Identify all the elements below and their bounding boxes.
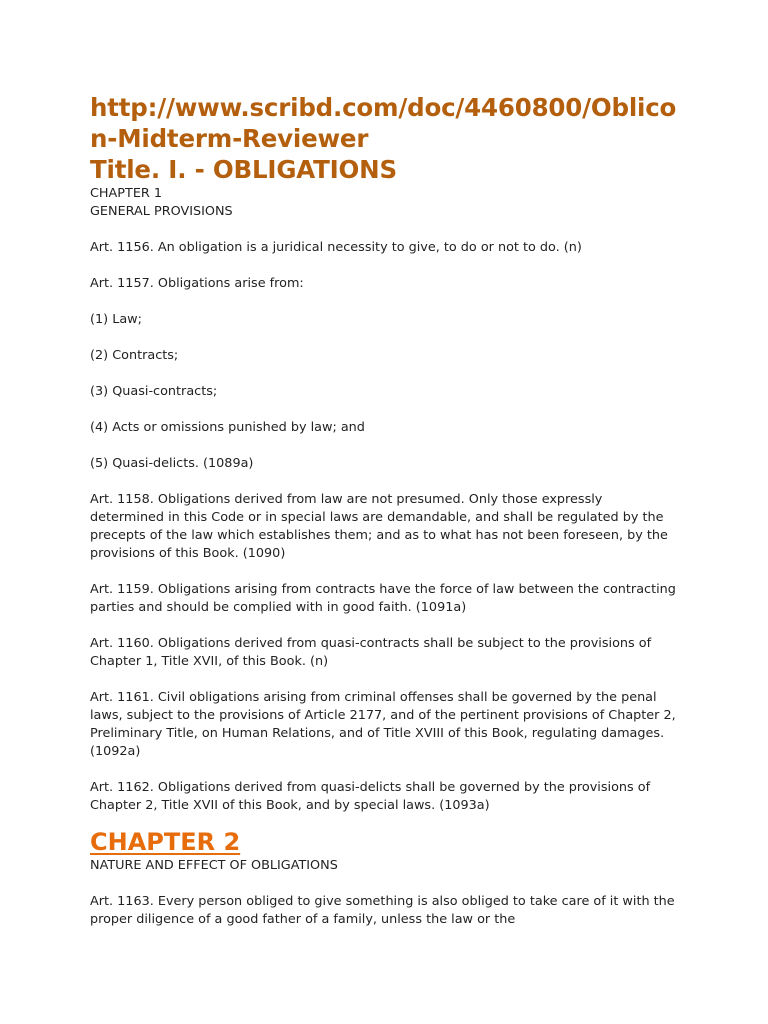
list-item-acts-omissions: (4) Acts or omissions punished by law; and [90,420,365,435]
list-item-contracts: (2) Contracts; [90,348,179,363]
article-1157: Art. 1157. Obligations arise from: [90,276,304,291]
chapter-1-subtitle: GENERAL PROVISIONS [90,204,233,219]
article-1159: Art. 1159. Obligations arising from contracts have the force of law between the contracting parties and should be complied with in good faith. (1091a) [90,582,676,615]
source-url-heading[interactable]: http://www.scribd.com/doc/4460800/Oblicon-Midterm-Reviewer [90,93,677,153]
list-item-quasi-delicts: (5) Quasi-delicts. (1089a) [90,456,254,471]
article-1161: Art. 1161. Civil obligations arising from criminal offenses shall be governed by the penal laws, subject to the provisions of Article 2177, and of the pertinent provisions of Chapter 2, Preliminary Title, on Human Relations, and of Title XVIII of this Book, regulating damages. (1092a) [90,690,676,759]
document-page [90,92,680,947]
list-item-law: (1) Law; [90,312,142,327]
chapter-1-label: CHAPTER 1 [90,186,163,201]
chapter-2-heading[interactable]: CHAPTER 2 [90,828,241,856]
chapter-2-subtitle: NATURE AND EFFECT OF OBLIGATIONS [90,858,338,873]
title-heading: Title. I. - OBLIGATIONS [90,155,397,184]
article-1160: Art. 1160. Obligations derived from quasi-contracts shall be subject to the provisions of Chapter 1, Title XVII, of this Book. (n) [90,636,652,669]
article-1158: Art. 1158. Obligations derived from law are not presumed. Only those expressly determined in this Code or in special laws are demandable, and shall be regulated by the precepts of the law which establishes them; and as to what has not been foreseen, by the provisions of this Book. (1090) [90,492,668,561]
article-1163: Art. 1163. Every person obliged to give something is also obliged to take care of it with the proper diligence of a good father of a family, unless the law or the [90,894,675,927]
list-item-quasi-contracts: (3) Quasi-contracts; [90,384,218,399]
article-1156: Art. 1156. An obligation is a juridical necessity to give, to do or not to do. (n) [90,240,582,255]
article-1162: Art. 1162. Obligations derived from quasi-delicts shall be governed by the provisions of Chapter 2, Title XVII of this Book, and by special laws. (1093a) [90,780,651,813]
